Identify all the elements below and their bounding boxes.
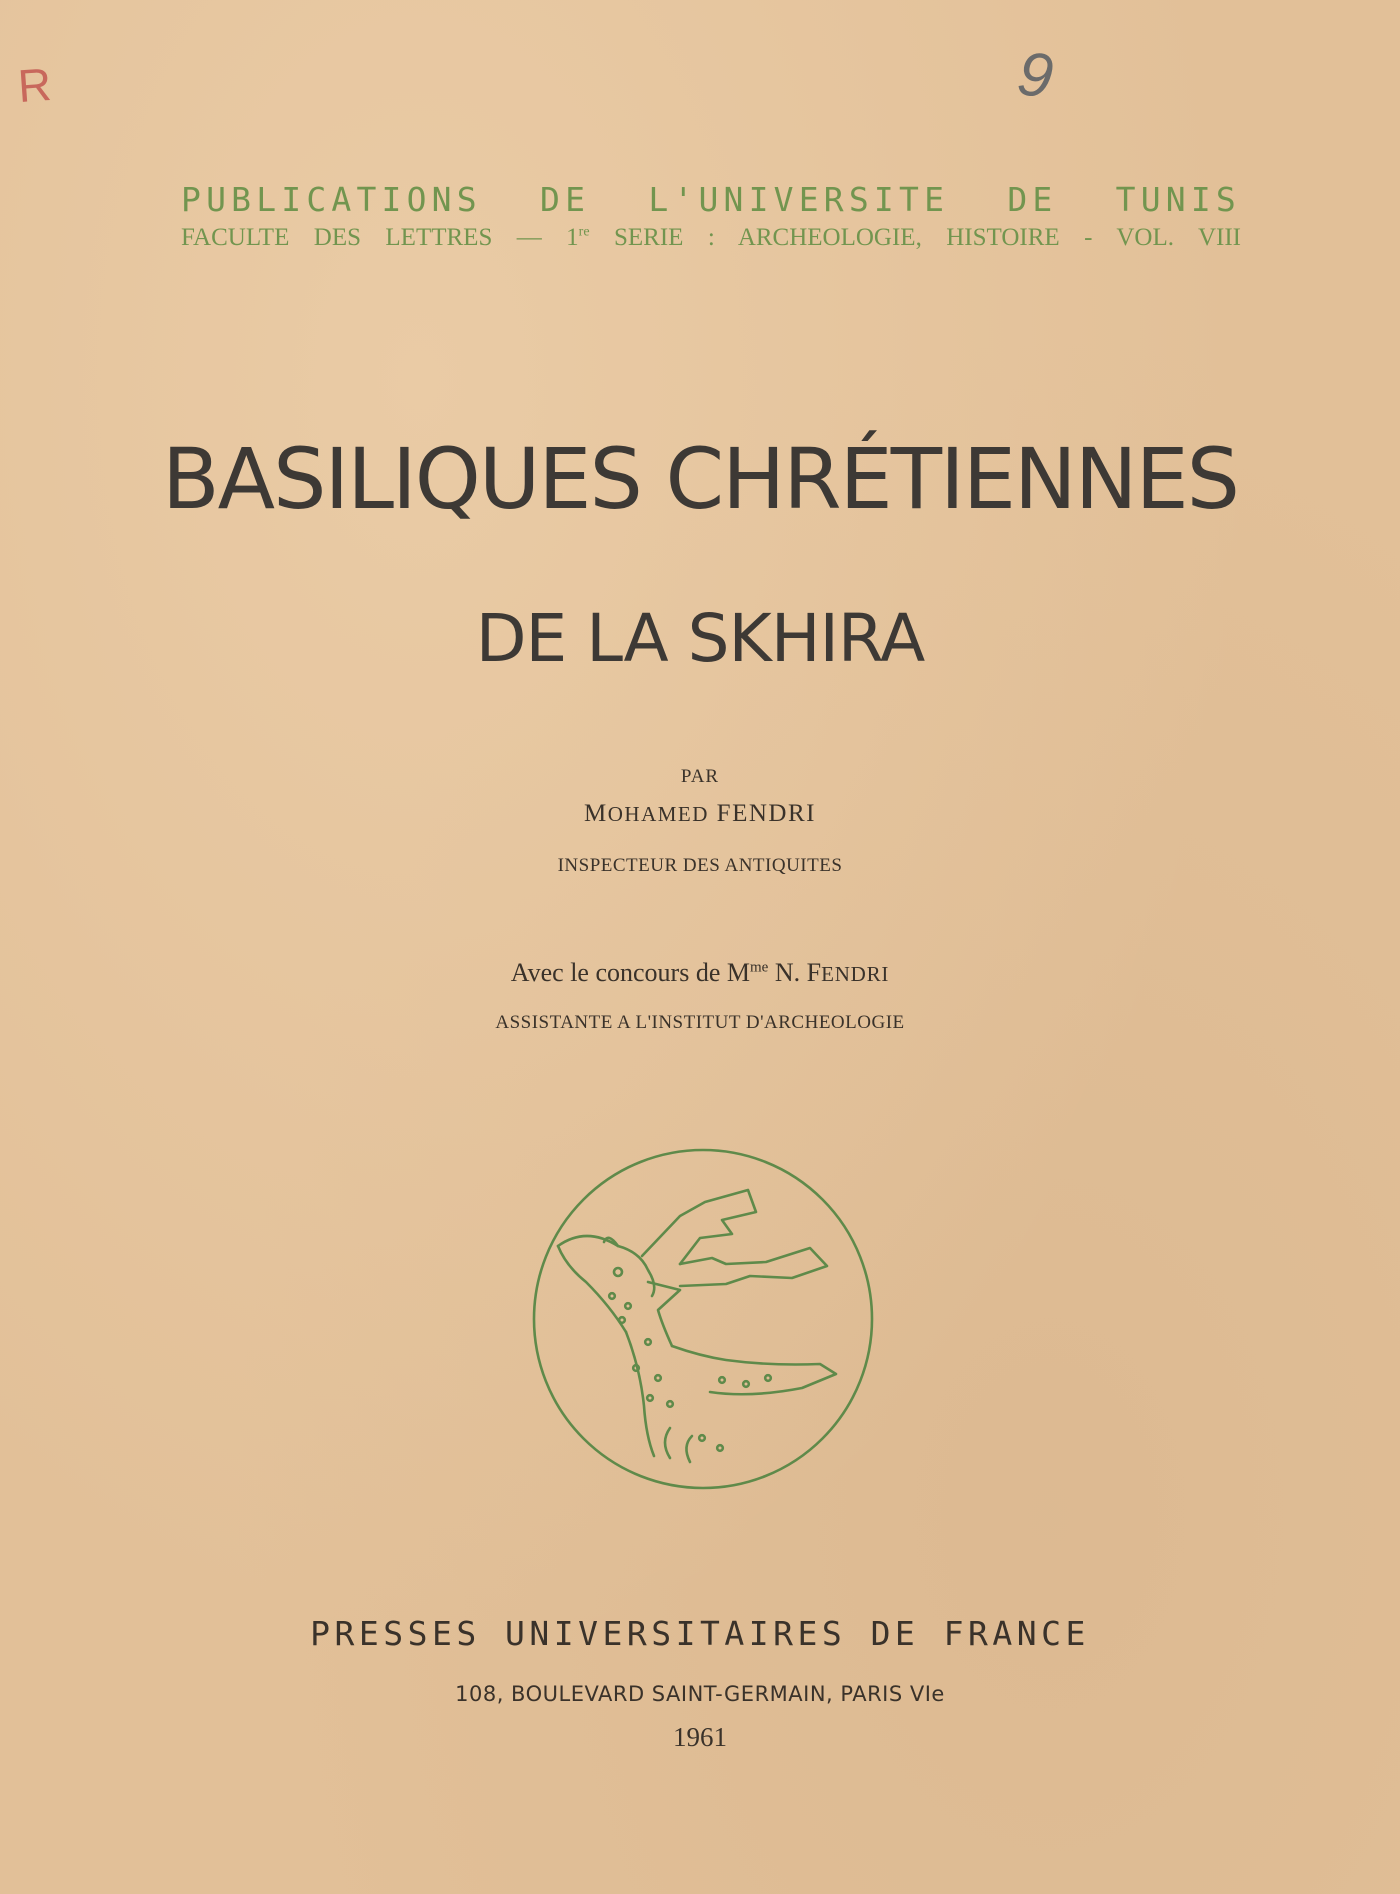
publication-year: 1961 bbox=[673, 1722, 727, 1752]
book-title-line1: BASILIQUES CHRÉTIENNES bbox=[162, 430, 1238, 528]
assistant-role: ASSISTANTE A L'INSTITUT D'ARCHEOLOGIE bbox=[495, 1012, 905, 1033]
book-title-line2: DE LA SKHIRA bbox=[475, 600, 925, 677]
assistant-credit: Avec le concours de $M^{me}$ N. FENDRI bbox=[510, 958, 890, 987]
series-subtitle: FACULTE DES LETTRES — 1re SERIE : ARCHEOLOGIE, HISTOIRE - VOL. VIII bbox=[181, 224, 1241, 251]
publisher-address: 108, BOULEVARD SAINT-GERMAIN, PARIS VIe bbox=[455, 1682, 945, 1706]
author-name: MOHAMED FENDRI bbox=[584, 800, 816, 827]
series-title: PUBLICATIONS DE L'UNIVERSITE DE TUNIS bbox=[181, 180, 1241, 219]
author-role: INSPECTEUR DES ANTIQUITES bbox=[557, 855, 843, 876]
deer-emblem-icon bbox=[530, 1146, 876, 1492]
publisher-name: PRESSES UNIVERSITAIRES DE FRANCE bbox=[310, 1614, 1090, 1653]
handwritten-mark-r: R bbox=[16, 57, 54, 113]
by-label: PAR bbox=[680, 766, 720, 787]
handwritten-page-number: 9 bbox=[1013, 38, 1058, 113]
